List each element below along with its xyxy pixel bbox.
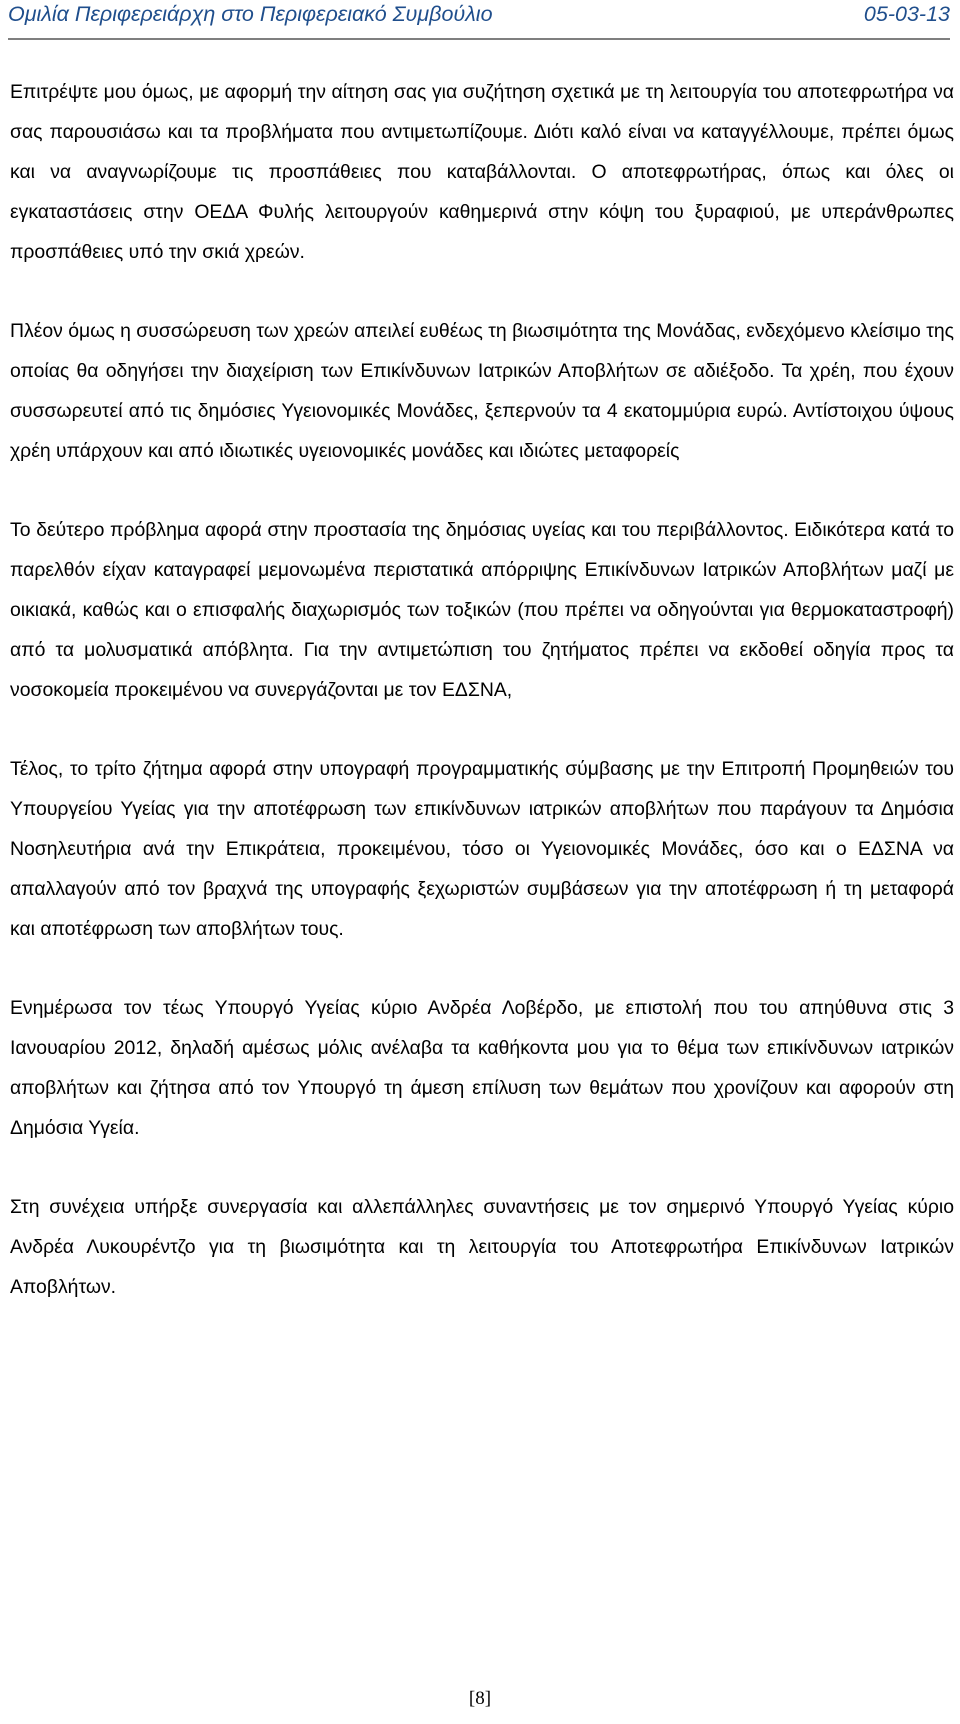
paragraph-gap <box>10 1148 954 1187</box>
paragraph-gap <box>10 272 954 311</box>
paragraph: Ενημέρωσα τον τέως Υπουργό Υγείας κύριο Ανδρέα Λοβέρδο, με επιστολή που του απηύθυνα στις 3 Ιανουαρίου 2012, δηλαδή αμέσως μόλις ανέλαβα τα καθήκοντα μου για το θέμα των επικίνδυνων ιατρικών αποβλήτων και ζήτησα από τον Υπουργό τη άμεση επίλυση των θεμάτων που χρονίζουν και αφορούν στη Δημόσια Υγεία. <box>10 997 954 1139</box>
paragraph-gap <box>10 710 954 749</box>
paragraph-gap <box>10 471 954 510</box>
header-date: 05-03-13 <box>863 2 950 26</box>
page-header <box>8 0 950 40</box>
page-number: [8] <box>468 1688 492 1709</box>
paragraph-gap <box>10 949 954 988</box>
paragraph: Επιτρέψτε μου όμως, με αφορμή την αίτηση σας για συζήτηση σχετικά με τη λειτουργία του αποτεφρωτήρα να σας παρουσιάσω και τα προβλήματα που αντιμετωπίζουμε. Διότι καλό είναι να καταγγέλλουμε, πρέπει όμως και να αναγνωρίζουμε τις προσπάθειες που καταβάλλονται. Ο αποτεφρωτήρας, όπως και όλες οι εγκαταστάσεις στην ΟΕΔΑ Φυλής λειτουργούν καθημερινά στην κόψη του ξυραφιού, με υπεράνθρωπες προσπάθειες υπό την σκιά χρεών. <box>10 81 954 263</box>
header-title: Ομιλία Περιφερειάρχη στο Περιφερειακό Συμβούλιο <box>8 2 493 26</box>
paragraph: Πλέον όμως η συσσώρευση των χρεών απειλεί ευθέως τη βιωσιμότητα της Μονάδας, ενδεχόμενο κλείσιμο της οποίας θα οδηγήσει την διαχείριση των Επικίνδυνων Ιατρικών Αποβλήτων σε αδιέξοδο. Τα χρέη, που έχουν συσσωρευτεί από τις δημόσιες Υγειονομικές Μονάδες, ξεπερνούν τα 4 εκατομμύρια ευρώ. Αντίστοιχου ύψους χρέη υπάρχουν και από ιδιωτικές υγειονομικές μονάδες και ιδιώτες μεταφορείς <box>10 320 954 462</box>
paragraph: Τέλος, το τρίτο ζήτημα αφορά στην υπογραφή προγραμματικής σύμβασης με την Επιτροπή Προμηθειών του Υπουργείου Υγείας για την αποτέφρωση των επικίνδυνων ιατρικών αποβλήτων που παράγουν τα Δημόσια Νοσηλευτήρια ανά την Επικράτεια, προκειμένου, τόσο οι Υγειονομικές Μονάδες, όσο και ο ΕΔΣΝΑ να απαλλαγούν από τον βραχνά της υπογραφής ξεχωριστών συμβάσεων για την αποτέφρωση ή τη μεταφορά και αποτέφρωση των αποβλήτων τους. <box>10 758 954 940</box>
paragraph: Στη συνέχεια υπήρξε συνεργασία και αλλεπάλληλες συναντήσεις με τον σημερινό Υπουργό Υγείας κύριο Ανδρέα Λυκουρέντζο για τη βιωσιμότητα και τη λειτουργία του Αποτεφρωτήρα Επικίνδυνων Ιατρικών Αποβλήτων. <box>10 1196 954 1298</box>
document-body <box>10 72 954 1307</box>
paragraph: Το δεύτερο πρόβλημα αφορά στην προστασία της δημόσιας υγείας και του περιβάλλοντος. Ειδικότερα κατά το παρελθόν είχαν καταγραφεί μεμονωμένα περιστατικά απόρριψης Επικίνδυνων Ιατρικών Αποβλήτων μαζί με οικιακά, καθώς και ο επισφαλής διαχωρισμός των τοξικών (που πρέπει να οδηγούνται για θερμοκαταστροφή) από τα μολυσματικά απόβλητα. Για την αντιμετώπιση του ζητήματος πρέπει να εκδοθεί οδηγία προς τα νοσοκομεία προκειμένου να συνεργάζονται με τον ΕΔΣΝΑ, <box>10 519 954 701</box>
